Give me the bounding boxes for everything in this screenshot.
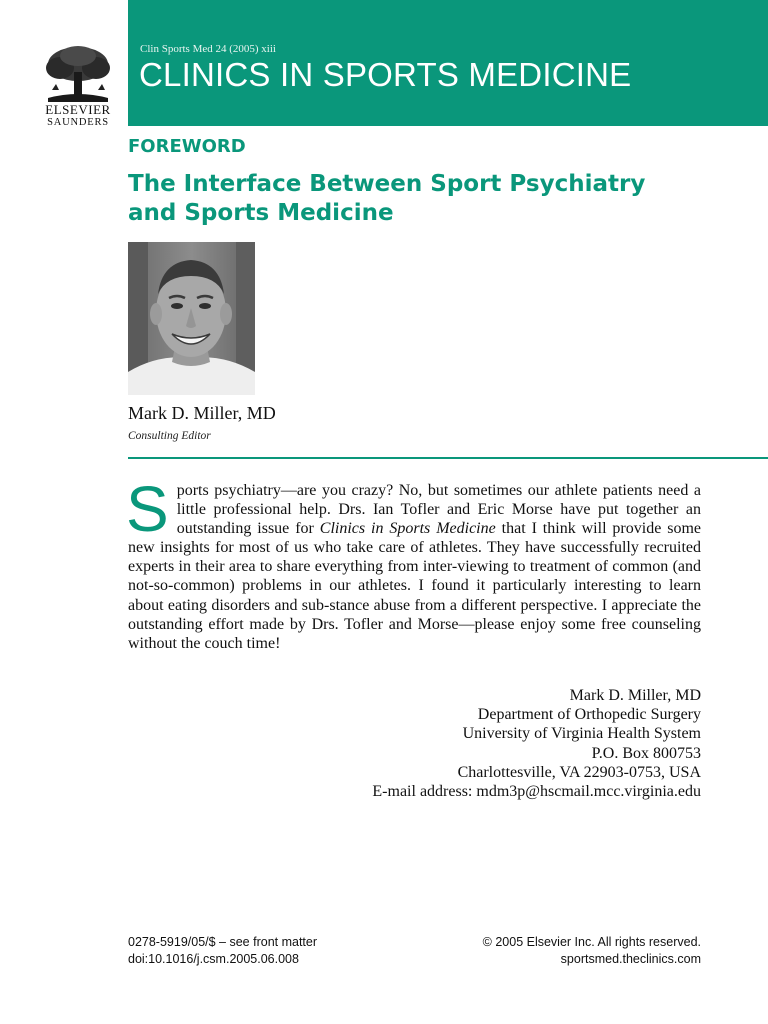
footer-website: sportsmed.theclinics.com — [560, 952, 701, 966]
body-paragraph — [126, 473, 702, 653]
signature-block — [372, 686, 701, 801]
signature-institution: University of Virginia Health System — [462, 725, 701, 743]
body-text-part-2: that I think will provide some new insights for most of us who take care of athletes. They have successfully recruited experts in their area to share everything from inter-viewing to treatment of common (and not-so-common) problems in our athletes. I found it particularly interesting to learn about eating disorders and sub-stance abuse from a different perspective. I appreciate the outstanding effort made by Drs. Tofler and Morse—please enjoy some free counseling without the couch time! — [128, 520, 702, 652]
logo-imprint: SAUNDERS — [47, 117, 109, 128]
elsevier-logo — [38, 44, 118, 134]
signature-po-box: P.O. Box 800753 — [591, 744, 701, 762]
footer-left — [128, 934, 317, 968]
article-title-line-2: and Sports Medicine — [128, 200, 394, 226]
article-title — [128, 170, 748, 228]
journal-name-italic: Clinics in Sports Medicine — [319, 520, 496, 538]
section-divider — [128, 457, 768, 459]
drop-cap: S — [126, 473, 169, 545]
author-role: Consulting Editor — [128, 430, 211, 442]
footer-doi: doi:10.1016/j.csm.2005.06.008 — [128, 952, 299, 966]
author-photo — [128, 242, 255, 395]
signature-name: Mark D. Miller, MD — [569, 687, 701, 704]
portrait-image — [128, 242, 255, 395]
footer-issn: 0278-5919/05/$ – see front matter — [128, 935, 318, 949]
footer-right — [483, 934, 701, 968]
body-text-part-1: ports psychiatry—are you crazy? No, but sometimes our athlete patients need a little professional help. Drs. Ian Tofler and Eric Morse have put together an outstanding issue for — [176, 482, 701, 538]
tree-icon — [38, 44, 118, 102]
author-name: Mark D. Miller, MD — [128, 403, 276, 423]
journal-title: CLINICS IN SPORTS MEDICINE — [139, 56, 632, 93]
article-title-line-1: The Interface Between Sport Psychiatry — [128, 171, 646, 197]
signature-email: E-mail address: mdm3p@hscmail.mcc.virginia.edu — [372, 783, 701, 801]
section-label: FOREWORD — [128, 136, 246, 157]
signature-department: Department of Orthopedic Surgery — [477, 706, 701, 724]
citation: Clin Sports Med 24 (2005) xiii — [140, 43, 276, 55]
journal-banner — [128, 0, 768, 126]
signature-city: Charlottesville, VA 22903-0753, USA — [457, 763, 701, 781]
logo-publisher: ELSEVIER — [45, 102, 111, 117]
footer-copyright: © 2005 Elsevier Inc. All rights reserved. — [482, 935, 701, 949]
